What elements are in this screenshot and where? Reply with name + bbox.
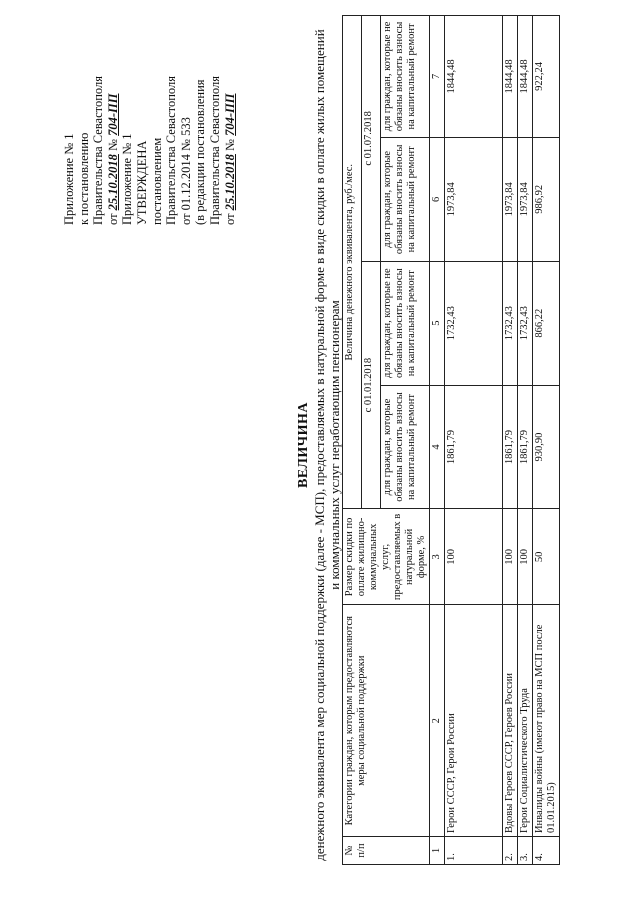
column-number: 1 [430,837,445,865]
approval-line: от 01.12.2014 № 533 [178,117,193,225]
column-number: 4 [430,385,445,509]
row-value: 1732,43 [518,261,533,385]
table-row [533,16,560,865]
column-number: 6 [430,137,445,261]
row-discount: 100 [503,509,518,605]
date-prefix: от [105,213,120,225]
row-category: Вдовы Героев СССР, Героев России [503,605,518,837]
row-discount: 100 [445,509,503,605]
row-num: 4. [533,837,560,865]
document-subtitle: денежного эквивалента мер социальной поддержки (далее - МСП), предоставляемых в натуральной форме в виде скидки в оплате жилых помещений и коммунальных услуг неработающим пенсионерам [312,29,342,861]
column-number-row [430,16,445,865]
number-sign: № [222,139,237,151]
column-number: 7 [430,16,445,138]
values-table [342,15,560,865]
approval-line: Правительства Севастополя [207,76,222,225]
handwritten-date: 25.10.2018 [222,154,237,211]
approval-date-line [106,15,121,225]
header-category: Категории граждан, которым предоставляются меры социальной поддержки [343,605,430,837]
approval-line: Приложение № 1 [120,133,135,225]
row-value: 1861,79 [503,385,518,509]
row-value: 1973,84 [445,137,503,261]
row-value: 1844,48 [518,16,533,138]
row-value: 1844,48 [503,16,518,138]
table-row [518,16,533,865]
row-value: 866,22 [533,261,560,385]
row-category: Герои Социалистического Труда [518,605,533,837]
row-value: 1732,43 [503,261,518,385]
row-category: Герои СССР, Герои России [445,605,503,837]
header-discount: Размер скидки по оплате жилищно-коммунальных услуг, предоставляемых в натуральной форме, % [343,509,430,605]
row-value: 1973,84 [518,137,533,261]
row-num: 3. [518,837,533,865]
table-row [445,16,503,865]
header-period: с 01.01.2018 [361,261,380,509]
column-number: 2 [430,605,445,837]
approval-line: постановлением [149,137,164,225]
row-value: 1861,79 [445,385,503,509]
date-prefix: от [222,213,237,225]
number-sign: № [105,139,120,151]
approval-line: Приложение № 1 [62,133,76,225]
handwritten-number: 704-ПП [105,93,120,136]
row-value: 1844,48 [445,16,503,138]
handwritten-number: 704-ПП [222,93,237,136]
header-subcol: для граждан, которые не обязаны вносить взносы на капитальный ремонт [380,16,429,138]
approval-line: УТВЕРЖДЕНА [134,140,149,225]
row-value: 930,90 [533,385,560,509]
approval-date-line [223,15,238,225]
row-discount: 100 [518,509,533,605]
row-value: 1861,79 [518,385,533,509]
table-row [503,16,518,865]
handwritten-date: 25.10.2018 [105,154,120,211]
header-num: № п/п [343,837,430,865]
row-value: 986,92 [533,137,560,261]
approval-line: к постановлению [76,132,91,225]
header-period: с 01.07.2018 [361,16,380,262]
header-subcol: для граждан, которые не обязаны вносить взносы на капитальный ремонт [380,261,429,385]
header-subcol: для граждан, которые обязаны вносить взносы на капитальный ремонт [380,137,429,261]
row-num: 1. [445,837,503,865]
row-category: Инвалиды войны (имеют право на МСП после 01.01.2015) [533,605,560,837]
document-title: ВЕЛИЧИНА [296,402,311,488]
row-value: 1973,84 [503,137,518,261]
header-subcol: для граждан, которые обязаны вносить взносы на капитальный ремонт [380,385,429,509]
row-value: 1732,43 [445,261,503,385]
approval-line: Правительства Севастополя [164,76,179,225]
column-number: 3 [430,509,445,605]
row-value: 922,24 [533,16,560,138]
row-discount: 50 [533,509,560,605]
approval-block [62,15,237,225]
approval-line: Правительства Севастополя [91,76,106,225]
column-number: 5 [430,261,445,385]
header-value: Величина денежного эквивалента, руб./мес. [343,16,362,509]
row-num: 2. [503,837,518,865]
approval-line: (в редакции постановления [193,79,208,225]
